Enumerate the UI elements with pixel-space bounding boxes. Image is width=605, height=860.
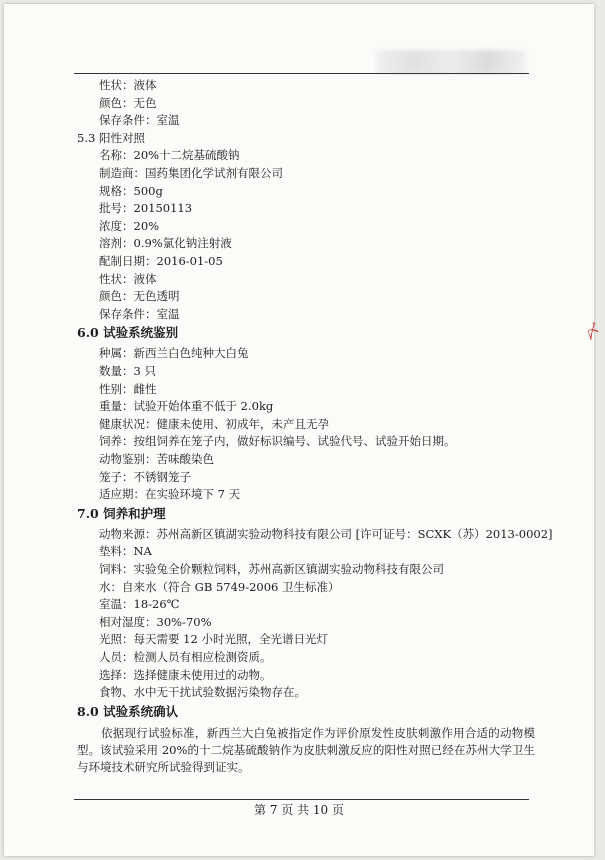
text-line: 人员：检测人员有相应检测资质。 [99,650,272,664]
text-line: 重量：试验开始体重不低于 2.0kg [99,399,274,414]
text-line: 饲养：按组饲养在笼子内，做好标识编号、试验代号、试验开始日期。 [99,434,456,449]
text-line: 颜色：无色透明 [99,289,180,304]
text-line: 批号：20150113 [99,201,193,216]
text-line: 保存条件：室温 [99,306,180,321]
text-line: 适应期：在实验环境下 7 天 [99,487,241,502]
text-line: 制造商：国药集团化学试剂有限公司 [99,166,283,180]
text-line: 名称：20%十二烷基硫酸钠 [99,148,240,163]
header-redacted-area [376,50,526,74]
text-line: 选择：选择健康未使用过的动物。 [99,667,272,682]
page-number: 第 7 页 共 10 页 [254,803,344,817]
document-page [4,4,605,856]
text-line: 相对湿度：30%-70% [99,614,212,629]
section-paragraph: 依据现行试验标准，新西兰大白兔被指定作为评价原发性皮肤刺激作用合适的动物模型。该试验采用 20%的十二烷基硫酸钠作为皮肤刺激反应的阳性对照已经在苏州大学卫生与环境技术研究所试验得到证实。 [77,725,535,774]
text-line: 饲料：实验兔全价颗粒饲料，苏州高新区镇湖实验动物科技有限公司 [99,562,444,576]
text-line: 浓度：20% [99,218,160,233]
subsection-title: 5.3 阳性对照 [77,130,145,145]
text-line: 室温：18-26℃ [99,597,180,612]
text-line: 性状：液体 [99,78,157,92]
text-line: 垫料：NA [99,544,152,559]
text-line: 性别：雌性 [99,381,157,396]
text-line: 水：自来水（符合 GB 5749-2006 卫生标准） [99,579,340,594]
footer-rule [74,799,529,800]
section-heading: 6.0 试验系统鉴别 [77,325,179,341]
red-signature-mark: 〆 [580,319,605,344]
text-line: 种属：新西兰白色纯种大白兔 [99,346,249,361]
text-line: 数量：3 只 [99,364,156,378]
text-line: 保存条件：室温 [99,113,180,128]
header-rule [74,73,529,74]
text-line: 规格：500g [99,183,163,198]
text-line: 光照：每天需要 12 小时光照，全光谱日光灯 [99,632,328,647]
text-line: 动物来源：苏州高新区镇湖实验动物科技有限公司 [许可证号：SCXK（苏）2013-0002] [99,526,553,541]
text-line: 颜色：无色 [99,95,157,110]
section-heading: 7.0 饲养和护理 [77,505,166,521]
text-line: 性状：液体 [99,271,157,286]
text-line: 笼子：不锈钢笼子 [99,469,191,484]
text-line: 配制日期：2016-01-05 [99,254,223,268]
text-line: 溶剂：0.9%氯化钠注射液 [99,236,232,251]
text-line: 动物鉴别：苦味酸染色 [99,452,214,466]
section-heading: 8.0 试验系统确认 [77,703,179,719]
text-line: 食物、水中无干扰试验数据污染物存在。 [99,685,306,700]
text-line: 健康状况：健康未使用、初成年，未产且无孕 [99,416,329,431]
